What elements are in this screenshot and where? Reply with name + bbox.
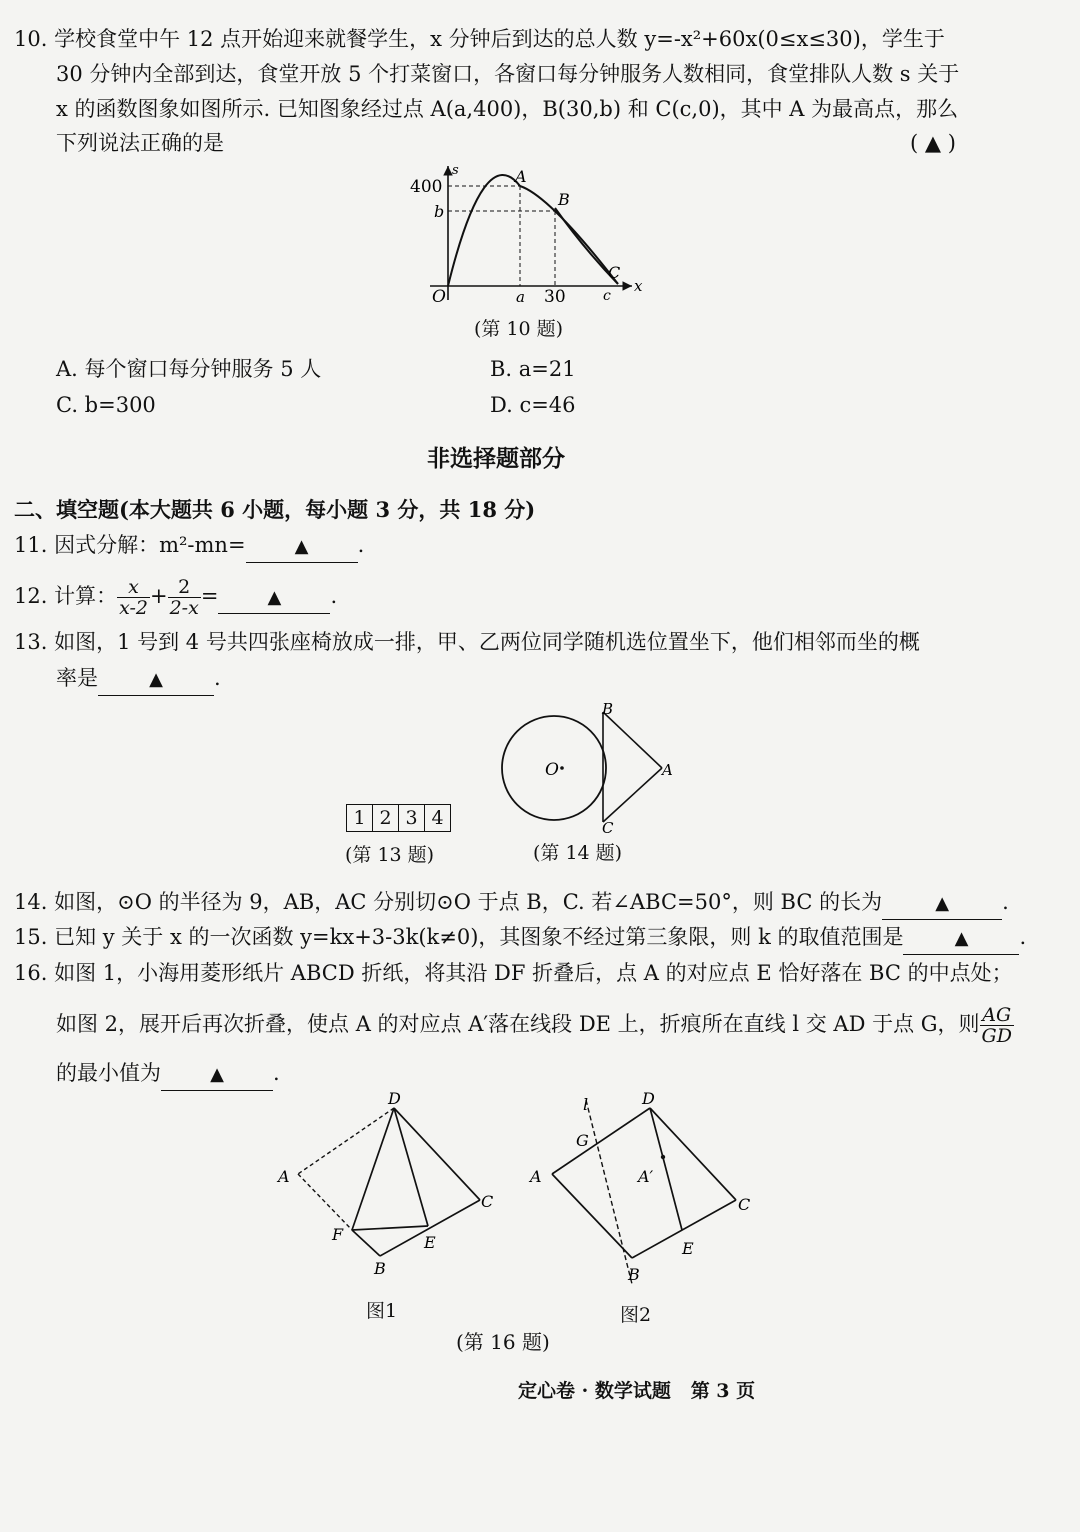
q13-line1: 13. 如图，1 号到 4 号共四张座椅放成一排，甲、乙两位同学随机选位置坐下，他们相邻而坐的概 (14, 630, 920, 654)
seat-4: 4 (431, 807, 444, 829)
fig1-label-f: F (332, 1225, 344, 1244)
q10-tick-30: 30 (544, 287, 566, 307)
q10-answer-bracket: ( ▲ ) (910, 131, 956, 155)
q10-origin: O (432, 287, 446, 307)
q10-axis-x: x (634, 277, 643, 295)
q10-line3: x 的函数图象如图所示. 已知图象经过点 A(a,400)，B(30,b) 和 C(c,0)，其中 A 为最高点，那么 (56, 97, 959, 121)
q12-fraction-2: $\frac{2}{2-x}$ (169, 576, 199, 619)
section-title: 非选择题部分 (427, 445, 565, 472)
q10-axis-s: s (452, 163, 459, 178)
fig1-label-c: C (481, 1192, 494, 1211)
q14-label-c: C (602, 819, 614, 837)
q10-point-b: B (558, 190, 570, 209)
q14-center-label: O (545, 760, 559, 780)
fig2-point-a-prime (661, 1155, 665, 1159)
q10-tick-b: b (434, 202, 445, 221)
fig1-side-bf (352, 1230, 380, 1256)
q10-curve (448, 175, 621, 286)
fig2-side-ad (552, 1108, 650, 1174)
q14-label-a: A (662, 761, 673, 779)
fig2-label-g: G (576, 1131, 589, 1150)
q10-option-a: A. 每个窗口每分钟服务 5 人 (56, 357, 322, 381)
fig2-side-ba (552, 1174, 632, 1258)
q10-point-a: A (515, 167, 527, 186)
q16-line2: 如图 2，展开后再次折叠，使点 A 的对应点 A′落在线段 DE 上，折痕所在直线 l 交 AD 于点 G，则 $\frac{AG}{GD}$ (56, 1004, 1012, 1047)
q10-option-b: B. a=21 (490, 357, 576, 381)
q15-answer-blank: ▲ (903, 922, 1019, 955)
fig2-fold-line-l (586, 1100, 632, 1284)
q16-fraction: $\frac{AG}{GD}$ (981, 1004, 1012, 1047)
q14-label-b: B (602, 700, 614, 718)
fig1-label-b: B (374, 1259, 386, 1278)
q10-tick-400: 400 (410, 177, 443, 197)
fig2-label-e: E (682, 1239, 694, 1258)
q16-line3: 的最小值为 ▲ . (56, 1058, 280, 1091)
fig2-label-b: B (628, 1265, 640, 1284)
fig1-label-d: D (388, 1089, 401, 1108)
q13-line2: 率是 ▲ . (56, 663, 221, 696)
fig1-dash-da (298, 1108, 394, 1174)
q11-answer-blank: ▲ (246, 530, 358, 563)
q10-option-c: C. b=300 (56, 393, 156, 417)
q12-answer-blank: ▲ (218, 581, 330, 614)
q16-line1: 16. 如图 1，小海用菱形纸片 ABCD 折纸，将其沿 DF 折叠后，点 A 的对应点 E 恰好落在 BC 的中点处； (14, 961, 1013, 985)
q14-answer-blank: ▲ (882, 887, 1002, 920)
q14-center-dot (560, 766, 564, 770)
q10-option-d: D. c=46 (490, 393, 576, 417)
fig2-label-a: A (530, 1167, 542, 1186)
fig1-dash-af (298, 1174, 352, 1230)
q11: 11. 因式分解：m²-mn= ▲ . (14, 530, 364, 563)
q10-line1: 10. 学校食堂中午 12 点开始迎来就餐学生，x 分钟后到达的总人数 y=-x²+60x(0≤x≤30)，学生于 (14, 27, 945, 51)
q10-graph (400, 160, 660, 310)
q16-figure-2 (520, 1088, 760, 1293)
q10-tick-a: a (516, 288, 525, 306)
q12: 12. 计算： $\frac{x}{x-2}$ + $\frac{2}{2-x}$ = ▲ . (14, 576, 338, 619)
q14-figure-caption: (第 14 题) (533, 842, 623, 864)
q15: 15. 已知 y 关于 x 的一次函数 y=kx+3-3k(k≠0)，其图象不经过第三象限，则 k 的取值范围是 ▲ . (14, 922, 1026, 955)
fig1-crease-df (352, 1108, 394, 1230)
fig1-seg-fe (352, 1226, 428, 1230)
q10-point-c: C (608, 263, 621, 282)
q16-answer-blank: ▲ (161, 1058, 273, 1091)
q16-figure-1 (270, 1088, 500, 1283)
q10-line4: 下列说法正确的是 (56, 131, 224, 155)
q16-fig1-caption: 图1 (366, 1300, 398, 1322)
seat-2: 2 (373, 805, 399, 831)
q14-figure (490, 696, 690, 840)
seat-1: 1 (347, 805, 373, 831)
q16-fig2-caption: 图2 (620, 1304, 652, 1326)
q10-line2: 30 分钟内全部到达，食堂开放 5 个打菜窗口，各窗口每分钟服务人数相同，食堂排队人数 s 关于 (56, 62, 960, 86)
q13-seat-row (346, 804, 451, 832)
fig2-label-c: C (738, 1195, 751, 1214)
fig1-label-e: E (424, 1233, 436, 1252)
q14: 14. 如图，⊙O 的半径为 9，AB，AC 分别切⊙O 于点 B，C. 若∠ABC=50°，则 BC 的长为 ▲ . (14, 887, 1009, 920)
fig2-label-l: l (583, 1095, 589, 1114)
part2-title: 二、填空题(本大题共 6 小题，每小题 3 分，共 18 分) (14, 497, 536, 522)
q10-figure-caption: (第 10 题) (474, 318, 564, 340)
q14-tangent-ac (603, 768, 662, 822)
fig2-label-a-prime: A′ (638, 1167, 654, 1186)
page-footer: 定心卷 · 数学试题 第 3 页 (518, 1380, 756, 1402)
q12-fraction-1: $\frac{x}{x-2}$ (119, 576, 148, 619)
fig1-label-a: A (278, 1167, 290, 1186)
q10-tick-c: c (603, 288, 611, 304)
seat-3: 3 (399, 805, 425, 831)
q13-figure-caption: (第 13 题) (345, 844, 435, 866)
fig2-label-d: D (642, 1089, 655, 1108)
q14-tangent-ab (603, 712, 662, 768)
q16-figure-caption: (第 16 题) (456, 1330, 550, 1354)
q13-answer-blank: ▲ (98, 663, 214, 696)
